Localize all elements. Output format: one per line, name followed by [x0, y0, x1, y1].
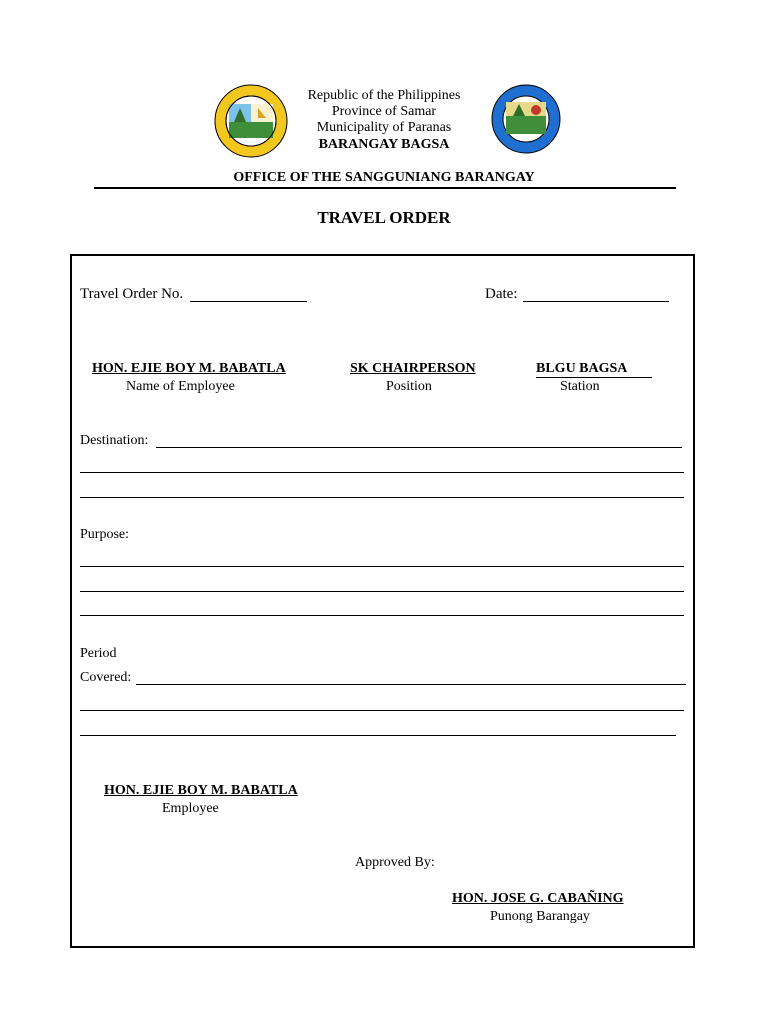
- header-line-municipality: Municipality of Paranas: [316, 120, 452, 135]
- period-field-1[interactable]: [136, 684, 686, 685]
- office-title: OFFICE OF THE SANGGUNIANG BARANGAY: [233, 170, 535, 185]
- page-title: TRAVEL ORDER: [317, 208, 451, 227]
- employee-signature-caption: Employee: [162, 801, 219, 816]
- station-caption: Station: [560, 379, 600, 394]
- travel-order-box: [70, 254, 695, 948]
- purpose-field-1[interactable]: [80, 566, 684, 567]
- barangay-seal: [489, 84, 563, 154]
- approved-by-label: Approved By:: [355, 855, 435, 870]
- station-value: BLGU BAGSA: [536, 361, 628, 376]
- destination-field-1[interactable]: [156, 447, 682, 448]
- employee-name: HON. EJIE BOY M. BABATLA: [92, 361, 286, 376]
- station-underline: [536, 377, 652, 378]
- purpose-field-2[interactable]: [80, 591, 684, 592]
- covered-label: Covered:: [80, 670, 132, 685]
- date-field[interactable]: [523, 301, 669, 302]
- position-caption: Position: [386, 379, 432, 394]
- header-line-province: Province of Samar: [331, 104, 437, 119]
- employee-name-caption: Name of Employee: [126, 379, 235, 394]
- destination-label: Destination:: [80, 433, 149, 448]
- approver-name: HON. JOSE G. CABAÑING: [452, 891, 624, 906]
- position-value: SK CHAIRPERSON: [350, 361, 476, 376]
- purpose-label: Purpose:: [80, 527, 129, 542]
- purpose-field-3[interactable]: [80, 615, 684, 616]
- header-line-barangay: BARANGAY BAGSA: [318, 137, 450, 152]
- period-field-2[interactable]: [80, 710, 684, 711]
- period-field-3[interactable]: [80, 735, 676, 736]
- header-line-republic: Republic of the Philippines: [307, 88, 461, 103]
- header-rule: [94, 187, 676, 189]
- travel-order-no-field[interactable]: [190, 301, 307, 302]
- date-label: Date:: [485, 286, 518, 302]
- travel-order-no-label: Travel Order No.: [80, 286, 184, 302]
- period-label: Period: [80, 646, 117, 661]
- destination-field-2[interactable]: [80, 472, 684, 473]
- approver-caption: Punong Barangay: [490, 909, 590, 924]
- destination-field-3[interactable]: [80, 497, 684, 498]
- employee-signature-name: HON. EJIE BOY M. BABATLA: [104, 783, 298, 798]
